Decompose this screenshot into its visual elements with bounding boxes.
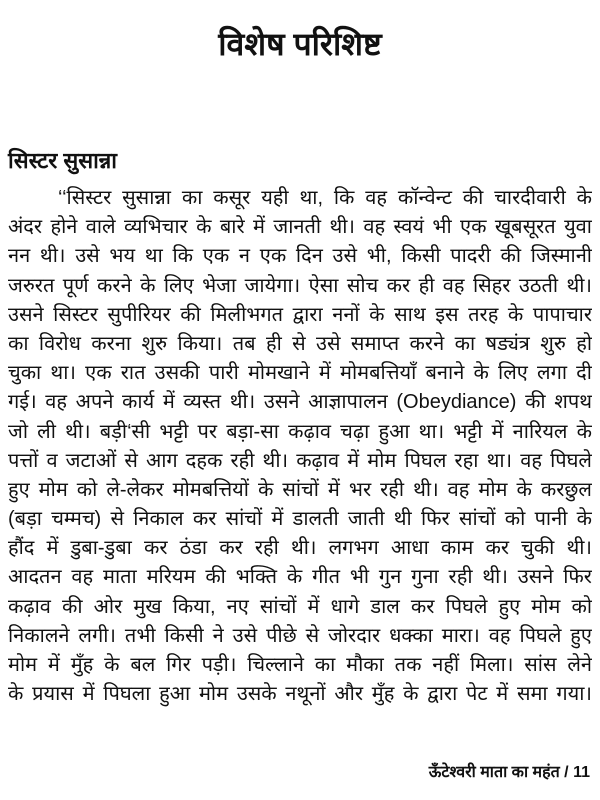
text-line: चुका था। एक रात उसकी पारी मोमखाने में मोमबत्तियाँ बनाने के लिए लगा दी (8, 362, 592, 385)
text-line: उसने सिस्टर सुपीरियर की मिलीभगत द्वारा ननों के साथ इस तरह के पापाचार (8, 303, 592, 326)
text-line: ‘‘सिस्टर सुसान्ना का कसूर यही था, कि वह कॉन्वेन्ट की चारदीवारी के (58, 187, 592, 209)
footer-book-title: ऊँटेश्वरी माता का महंत (428, 764, 560, 781)
text-line: हुए मोम को ले-लेकर मोमबत्तियों के सांचों में भर रही थी। वह मोम के करछुल (8, 478, 592, 501)
text-line: जो ली थी। बड़ी‘सी भट्टी पर बड़ा-सा कढ़ाव चढ़ा हुआ था। भट्टी में नारियल के (8, 420, 592, 443)
page-title: विशेष परिशिष्ट (218, 26, 382, 62)
section-heading: सिस्टर सुसान्ना (8, 148, 118, 173)
text-line: अंदर होने वाले व्यभिचार के बारे में जानती थी। वह स्वयं भी एक खूबसूरत युवा (8, 216, 592, 239)
running-footer (429, 760, 590, 782)
text-line: मोम में मुँह के बल गिर पड़ी। चिल्लाने का मौका तक नहीं मिला। सांस लेने (8, 654, 592, 676)
text-line: हौंद में डुबा-डुबा कर ठंडा कर रही थी। लगभग आधा काम कर चुकी थी। (8, 537, 592, 560)
text-line: निकालने लगी। तभी किसी ने उसे पीछे से जोरदार धक्का मारा। वह पिघले हुए (8, 624, 592, 647)
text-line: नन थी। उसे भय था कि एक न एक दिन उसे भी, किसी पादरी की जिस्मानी (8, 245, 592, 268)
text-line: का विरोध करना शुरु किया। तब ही से उसे समाप्त करने का षड्यंत्र शुरु हो (8, 332, 592, 355)
text-line: आदतन वह माता मरियम की भक्ति के गीत भी गुन गुना रही थी। उसने फिर (8, 566, 592, 589)
text-line: पत्तों व जटाओं से आग दहक रही थी। कढ़ाव में मोम पिघल रहा था। वह पिघले (8, 449, 592, 472)
page-number: 11 (573, 764, 590, 781)
footer-separator: / (564, 764, 569, 781)
text-line: जरुरत पूर्ण करने के लिए भेजा जायेगा। ऐसा सोच कर ही वह सिहर उठती थी। (8, 274, 592, 297)
text-line: कढ़ाव की ओर मुख किया, नए सांचों में धागे डाल कर पिघले हुए मोम को (8, 595, 592, 618)
text-line: के प्रयास में पिघला हुआ मोम उसके नथूनों और मुँह के द्वारा पेट में समा गया। (8, 683, 592, 706)
body-paragraph (8, 184, 592, 709)
text-line: गई। वह अपने कार्य में व्यस्त थी। उसने आज्ञापालन (Obeydiance) की शपथ (8, 391, 592, 414)
text-line: (बड़ा चम्मच) से निकाल कर सांचों में डालती जाती थी फिर सांचों को पानी के (8, 508, 592, 531)
